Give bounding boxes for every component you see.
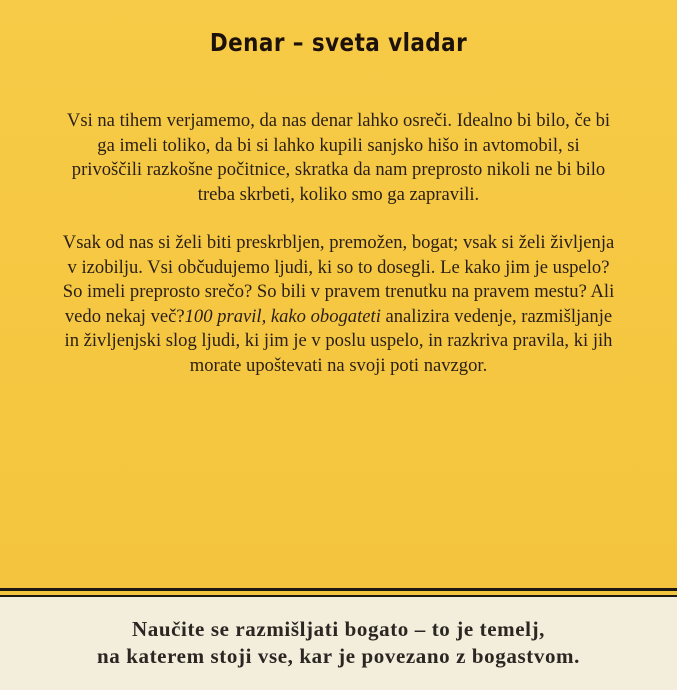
tagline-line-1: Naučite se razmišljati bogato – to je temelj, [131,617,546,641]
blurb-paragraph-2 [60,231,617,378]
tagline-line-2: na katerem stoji vse, kar je povezano z bogastvom. [96,644,580,668]
divider-line-top [0,588,677,591]
book-title-mention: 100 pravil, kako obogateti [184,305,381,327]
blurb-paragraph-1: Vsi na tihem verjamemo, da nas denar lahko osreči. Idealno bi bilo, če bi ga imeli toliko, da bi si lahko kupili sanjsko hišo in avtomobil, si privoščili razkošne počitnice, skratka da nam preprosto nikoli ne bi bilo treba skrbeti, koliko smo ga zapravili. [66,110,611,205]
blurb-paragraph-2-start: Vsak od nas si želi biti preskrbljen, premožen, bogat; vsak si želi življenja v izobilju. Vsi občudujemo ljudi, ki so to dosegli. Le kako jim je uspelo? So imeli preprosto srečo? So bili v pravem trenutku na pravem mestu? Ali vedo nekaj več? [62,232,615,327]
cover-heading: Denar – sveta vladar [209,28,468,57]
blurb-text [60,109,617,378]
blurb-paragraph-2-end: analizira vedenje, razmišljanje in življenjski slog ljudi, ki jim je v poslu uspelo, in razkriva pravila, ki jih morate upoštevati na svoji poti navzgor. [64,305,613,376]
tagline [0,616,677,670]
